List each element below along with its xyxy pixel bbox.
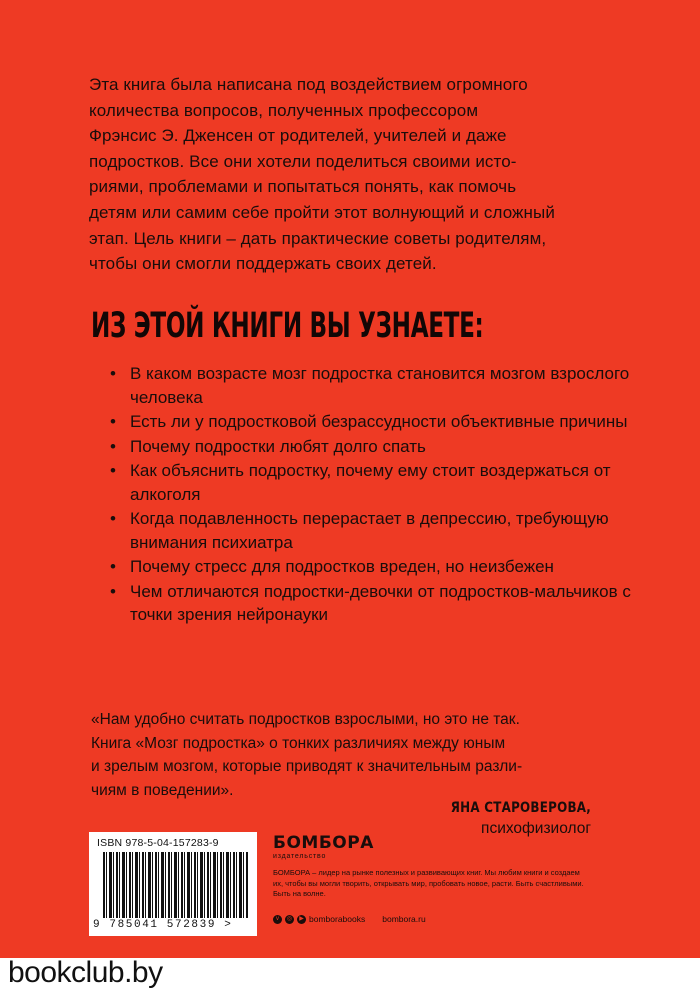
publisher-block bbox=[273, 833, 593, 924]
intro-line: Эта книга была написана под воздействием огромного bbox=[89, 75, 528, 94]
list-item bbox=[106, 555, 646, 579]
intro-line: Фрэнсис Э. Дженсен от родителей, учителей и даже bbox=[89, 126, 507, 146]
bullet-icon: • bbox=[110, 557, 116, 576]
social-handle: bomborabooks bbox=[309, 914, 366, 924]
intro-line: этап. Цель книги – дать практические советы родителям, bbox=[89, 228, 547, 248]
barcode-digits: 9 785041 572839 > bbox=[93, 919, 233, 931]
publisher-description: БОМБОРА – лидер на рынке полезных и развивающих книг. Мы любим книги и создаем их, чтобы вы могли творить, открывать мир, пробовать новое, расти. Быть счастливыми. Быть на волне. bbox=[273, 868, 584, 898]
quote-author bbox=[426, 800, 591, 838]
intro-paragraph bbox=[89, 72, 591, 277]
watermark: bookclub.by bbox=[8, 956, 163, 989]
intro-line: чтобы они смогли поддержать своих детей. bbox=[89, 254, 437, 274]
vk-icon: v bbox=[273, 915, 282, 924]
bullet-icon: • bbox=[110, 436, 116, 456]
list-item-text: В каком возрасте мозг подростка становится мозгом взрослого человека bbox=[130, 364, 630, 407]
author-role: психофизиолог bbox=[481, 820, 591, 837]
quote-line: и зрелым мозгом, которые приводят к значительным разли- bbox=[91, 758, 523, 775]
barcode-icon bbox=[103, 852, 249, 918]
section-heading: ИЗ ЭТОЙ КНИГИ ВЫ УЗНАЕТЕ: bbox=[91, 306, 484, 346]
quote-line: чиям в поведении». bbox=[91, 781, 234, 799]
intro-line: детям или самим себе пройти этот волнующий и сложный bbox=[89, 202, 555, 222]
author-name: ЯНА СТАРОВЕРОВА, bbox=[450, 800, 591, 816]
list-item-text: Как объяснить подростку, почему ему стоит воздержаться от алкоголя bbox=[130, 461, 611, 504]
list-item-text: Когда подавленность перерастает в депрессию, требующую внимания психиатра bbox=[130, 509, 609, 552]
youtube-icon: ▶ bbox=[297, 915, 306, 924]
publisher-site: bombora.ru bbox=[382, 914, 426, 924]
intro-line: риями, проблемами и попытаться понять, как помочь bbox=[89, 177, 517, 197]
list-item-text: Почему стресс для подростков вреден, но неизбежен bbox=[130, 557, 554, 576]
bullet-icon: • bbox=[110, 412, 116, 431]
list-item bbox=[106, 435, 646, 459]
quote-line: «Нам удобно считать подростков взрослыми, но это не так. bbox=[91, 711, 520, 728]
review-quote bbox=[91, 708, 591, 802]
intro-line: подростков. Все они хотели поделиться своими исто- bbox=[89, 151, 517, 171]
list-item-text: Есть ли у подростковой безрассудности объективные причины bbox=[130, 412, 628, 431]
publisher-links bbox=[273, 914, 426, 924]
list-item-text: Почему подростки любят долго спать bbox=[130, 436, 426, 456]
intro-line: количества вопросов, полученных профессором bbox=[89, 100, 479, 120]
bullet-icon: • bbox=[110, 581, 116, 601]
isbn-label: ISBN 978-5-04-157283-9 bbox=[97, 837, 219, 849]
list-item bbox=[106, 362, 646, 409]
publisher-logo: БОМБОРА bbox=[273, 833, 374, 853]
bullet-icon: • bbox=[110, 461, 116, 480]
instagram-icon: ◎ bbox=[286, 915, 293, 922]
publisher-subtitle: издательство bbox=[273, 853, 327, 860]
barcode-block bbox=[89, 832, 257, 936]
list-item bbox=[106, 459, 646, 506]
learn-list bbox=[106, 362, 646, 628]
list-item bbox=[106, 410, 646, 434]
list-item-text: Чем отличаются подростки-девочки от подростков-мальчиков с точки зрения нейронауки bbox=[130, 581, 631, 624]
quote-line: Книга «Мозг подростка» о тонких различиях между юным bbox=[91, 734, 506, 752]
bullet-icon: • bbox=[110, 364, 116, 383]
list-item bbox=[106, 507, 646, 554]
bullet-icon: • bbox=[110, 509, 116, 528]
list-item bbox=[106, 580, 646, 627]
